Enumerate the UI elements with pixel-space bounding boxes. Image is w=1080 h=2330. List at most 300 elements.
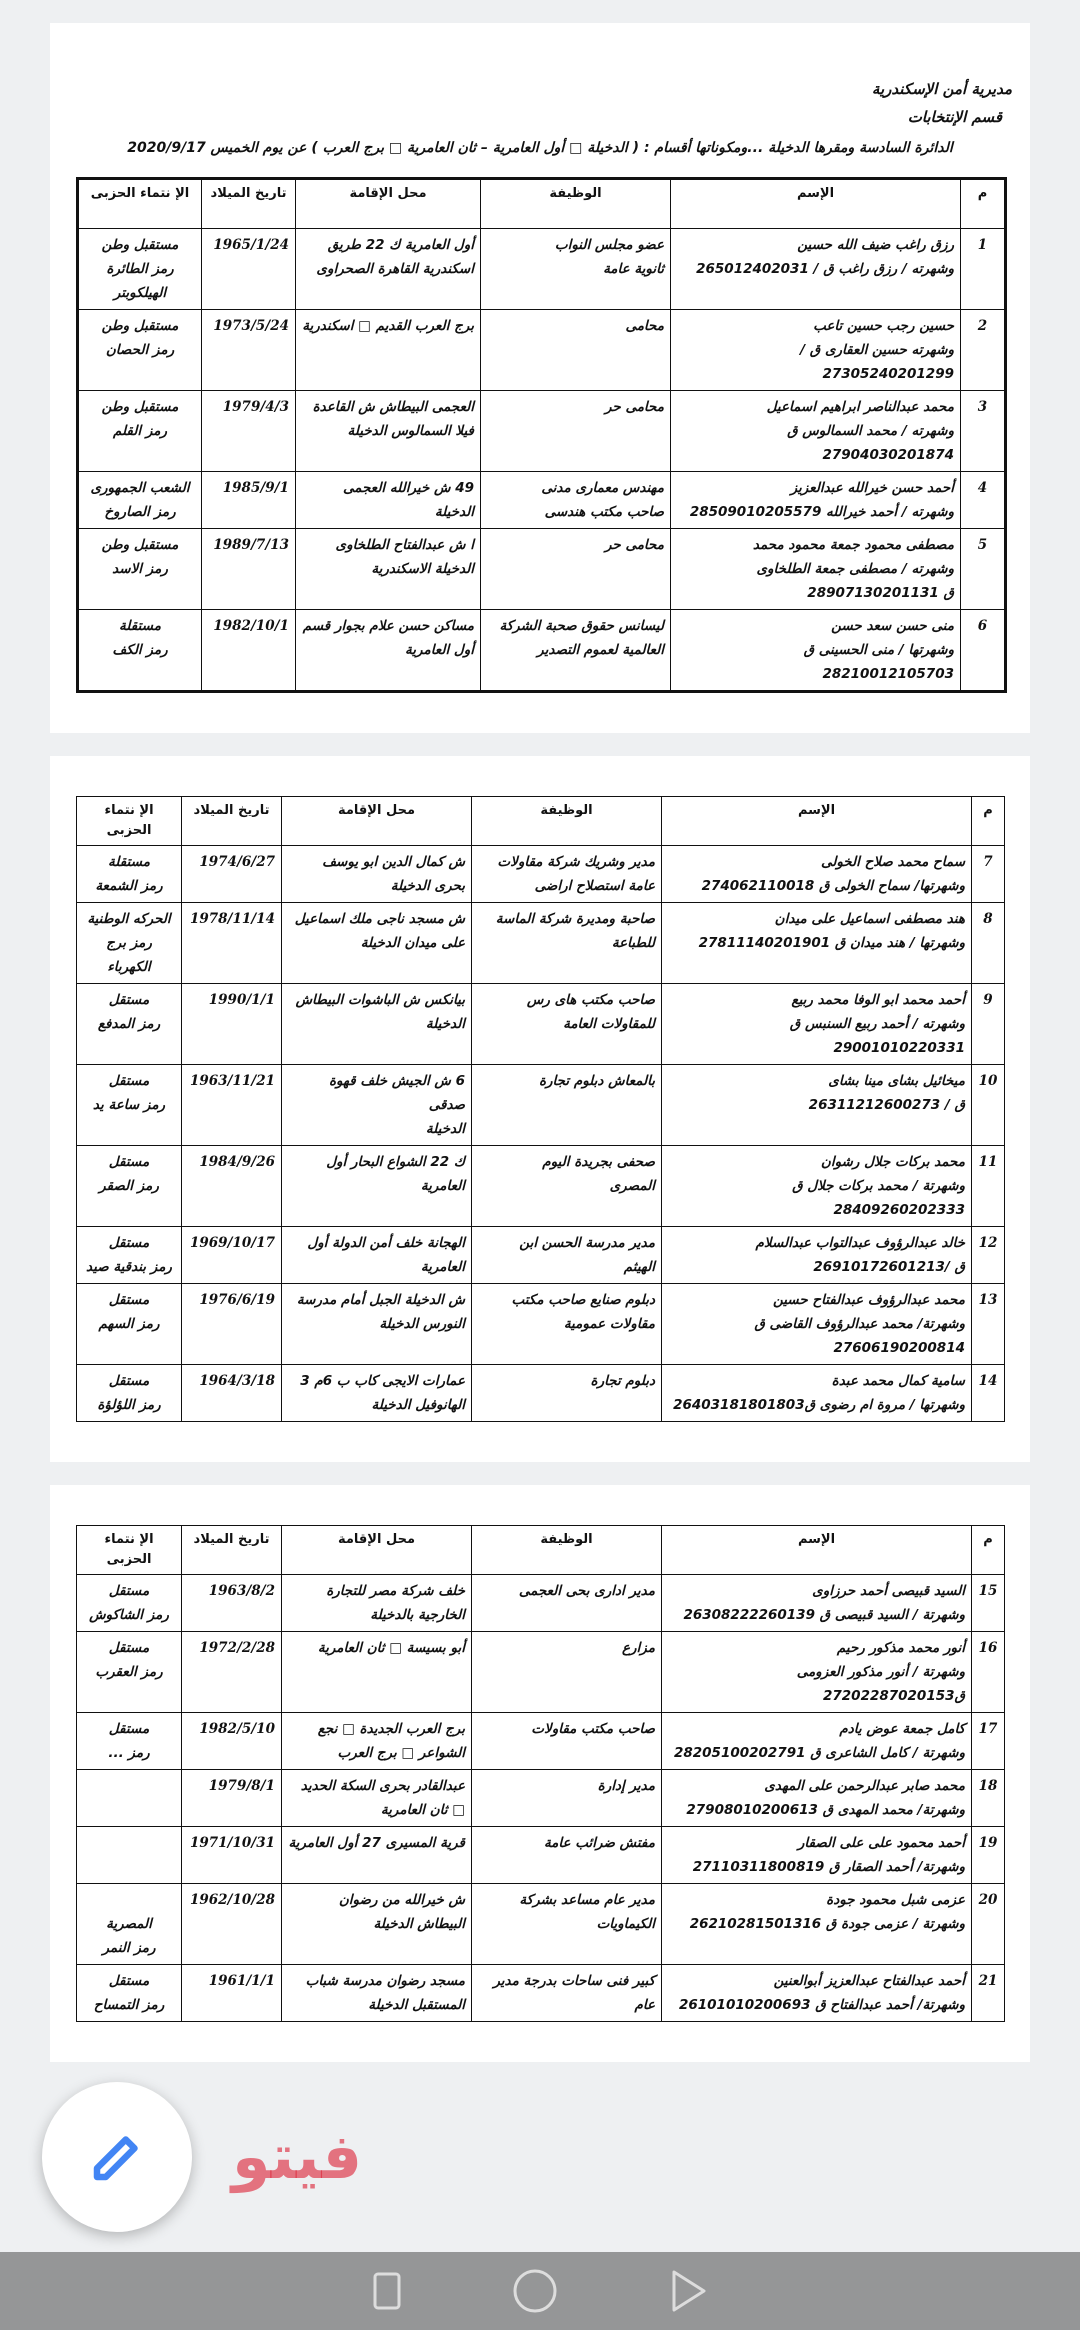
residence-cell-line: الدخيلة [425, 1016, 465, 1032]
party-cell [77, 1365, 182, 1422]
name-cell [662, 1146, 972, 1227]
name-cell-line: وشهرتة / أنور مذكور العزومى ق27202287020153 [796, 1664, 965, 1704]
column-header: تاريخ الميلاد [182, 1526, 282, 1575]
residence-cell [282, 846, 472, 903]
residence-cell-line: ا ش عبدالفتاح الطلخاوى [335, 537, 474, 553]
residence-cell-line: ش مسجد ناجى ملك اسماعيل [294, 911, 465, 927]
document-page-1 [50, 23, 1030, 733]
residence-cell-line: عمارات الايجى كاب ب 6م 3 [300, 1373, 465, 1389]
table-row [78, 610, 1006, 692]
birth-date-cell: 1965/1/24 [202, 229, 296, 310]
party-cell [78, 310, 202, 391]
job-cell-line: مزارع [621, 1640, 655, 1656]
residence-cell-line: 6 ش الجيش خلف قهوة صدقى [328, 1073, 465, 1113]
row-number: 13 [972, 1284, 1005, 1365]
residence-cell [282, 903, 472, 984]
name-cell-line: وشهرتها / مروة ام رضوى ق26403181801803 [673, 1397, 965, 1413]
party-cell-line: رمز السهم [98, 1316, 160, 1332]
party-cell-line: مستقبل وطن [101, 399, 179, 415]
residence-cell-line: النورس الدخيلة [379, 1316, 465, 1332]
residence-cell [282, 1965, 472, 2022]
name-cell [662, 1365, 972, 1422]
party-cell-line: مستقل [108, 1154, 150, 1170]
residence-cell-line: مساكن حسن علام بجوار قسم [302, 618, 474, 634]
row-number: 18 [972, 1770, 1005, 1827]
table-row [77, 1770, 1005, 1827]
row-number: 1 [961, 229, 1006, 310]
column-header: الإسم [662, 797, 972, 846]
table-row [77, 1575, 1005, 1632]
job-cell-line: محامى [625, 318, 664, 334]
residence-cell [296, 391, 481, 472]
birth-date-cell: 1972/2/28 [182, 1632, 282, 1713]
row-number: 19 [972, 1827, 1005, 1884]
party-cell [77, 846, 182, 903]
column-header: الإسم [671, 179, 961, 229]
party-cell-line: رمز برج الكهرباء [106, 935, 152, 975]
job-cell-line: مقاولات عمومية [563, 1316, 655, 1332]
column-header: الوظيفة [472, 1526, 662, 1575]
name-cell-line: عزمى شبل محمود جودة [826, 1892, 965, 1908]
residence-cell-line: الشواعر □ برج العرب [337, 1745, 465, 1761]
name-cell-line: أحمد محمد ابو الوفا محمد ربيع [791, 992, 965, 1008]
name-cell-line: وشهرتها/ سماح الخولى ق 274062110018 [701, 878, 965, 894]
job-cell-line: دبلوم تجارة [590, 1373, 655, 1389]
job-cell-line: صاحب مكتب مقاولات [531, 1721, 655, 1737]
party-cell-line: مستقل [108, 1292, 150, 1308]
table-row [77, 1284, 1005, 1365]
candidates-table [76, 796, 1005, 1422]
name-cell-line: مصطفى محمود جمعة محمود محمد [752, 537, 954, 553]
party-cell-line: رمز ساعة يد [92, 1097, 166, 1113]
job-cell-line: العالمية لعموم التصدير [537, 642, 664, 658]
row-number: 20 [972, 1884, 1005, 1965]
party-cell-line: مستقل [108, 1721, 150, 1737]
job-cell [472, 1884, 662, 1965]
job-cell-line: بالمعاش دبلوم تجارة [538, 1073, 655, 1089]
system-nav-bar [0, 2252, 1080, 2330]
job-cell-line: كبير فنى ساحات بدرجة مدير [493, 1973, 655, 1989]
job-cell-line: مهندس معمارى مدنى [541, 480, 664, 496]
birth-date-cell: 1971/10/31 [182, 1827, 282, 1884]
birth-date-cell: 1962/10/28 [182, 1884, 282, 1965]
job-cell [472, 1365, 662, 1422]
residence-cell-line: برج العرب الجديدة □ نجع [317, 1721, 465, 1737]
job-cell-line: محامى حر [604, 399, 664, 415]
party-cell [77, 1575, 182, 1632]
residence-cell-line: الدخيلة الاسكندرية [371, 561, 474, 577]
party-cell [77, 1713, 182, 1770]
row-number: 10 [972, 1065, 1005, 1146]
name-cell-line: وشهرتة / عزمى جودة ق 26210281501316 [689, 1916, 965, 1932]
residence-cell [296, 529, 481, 610]
party-cell-line: مستقل [108, 1373, 150, 1389]
party-cell-line: مستقبل وطن [101, 537, 179, 553]
birth-date-cell: 1974/6/27 [182, 846, 282, 903]
column-header: م [961, 179, 1006, 229]
party-cell-line: المصرية [106, 1916, 152, 1932]
column-header: محل الإقامة [282, 1526, 472, 1575]
name-cell [662, 1227, 972, 1284]
party-cell-line: رمز الشمعة [95, 878, 163, 894]
residence-cell [282, 1365, 472, 1422]
name-cell [662, 1575, 972, 1632]
row-number: 17 [972, 1713, 1005, 1770]
name-cell-line: وشهرتة/ أحمد عبدالفتاح ق 26101010200693 [678, 1997, 965, 2013]
party-cell-line: مستقل [108, 992, 150, 1008]
birth-date-cell: 1979/8/1 [182, 1770, 282, 1827]
party-cell-line [83, 1774, 175, 1798]
job-cell-line: صاحبة ومديرة شركة الماسة [495, 911, 655, 927]
residence-cell-line: بيانكس ش الباشوات البيطاش [295, 992, 465, 1008]
name-cell [662, 984, 972, 1065]
row-number: 9 [972, 984, 1005, 1065]
org-title: مديرية أمن الإسكندرية [871, 80, 1012, 98]
party-cell-line: رمز الكف [112, 642, 168, 658]
job-cell-line: الكيماويات [596, 1916, 655, 1932]
residence-cell [296, 472, 481, 529]
name-cell-line: سامية كمال محمد عبدة [831, 1373, 965, 1389]
birth-date-cell: 1982/5/10 [182, 1713, 282, 1770]
party-cell-line: مستقل [108, 1235, 150, 1251]
watermark-logo [232, 2117, 362, 2197]
job-cell-line: الهيثم [623, 1259, 655, 1275]
name-cell-line: منى حسن سعد حسن [831, 618, 954, 634]
job-cell-line: عام [634, 1997, 655, 2013]
name-cell-line: وشهرتة/ أحمد الصقار ق 27110311800819 [692, 1859, 965, 1875]
party-cell-line [83, 1888, 175, 1912]
table-row [78, 229, 1006, 310]
job-cell-line: دبلوم صنايع صاحب مكتب [511, 1292, 655, 1308]
residence-cell [282, 1827, 472, 1884]
party-cell-line: مستقل [108, 1073, 150, 1089]
column-header: تاريخ الميلاد [202, 179, 296, 229]
party-cell [77, 1965, 182, 2022]
party-cell-line: الحركه الوطنية [87, 911, 171, 927]
residence-cell-line: ك 22 الشواع البحار أول [326, 1154, 465, 1170]
name-cell-line: محمد عبدالناصر ابراهيم اسماعيل [766, 399, 954, 415]
name-cell [671, 310, 961, 391]
party-cell-line: مستقلة [119, 618, 161, 634]
table-row [78, 391, 1006, 472]
name-cell-line: وشهرتة / السيد قبيصى ق 26308222260139 [683, 1607, 965, 1623]
table-row [77, 984, 1005, 1065]
residence-cell-line: الخارجية بالدخيلة [370, 1607, 465, 1623]
name-cell-line: وشهرتها / منى الحسينى ق 28210012105703 [803, 642, 954, 682]
job-cell [481, 472, 671, 529]
birth-date-cell: 1969/10/17 [182, 1227, 282, 1284]
party-cell-line: رمز المدفع [97, 1016, 161, 1032]
birth-date-cell: 1978/11/14 [182, 903, 282, 984]
document-page-3 [50, 1485, 1030, 2062]
residence-cell [296, 610, 481, 692]
row-number: 16 [972, 1632, 1005, 1713]
job-cell-line: للطباعة [611, 935, 655, 951]
row-number: 2 [961, 310, 1006, 391]
party-cell-line: رمز الشاكوش [89, 1607, 169, 1623]
residence-cell-line: فيلا السمالوس الدخيلة [347, 423, 474, 439]
table-header-row [77, 797, 1005, 846]
party-cell-line: رمز العقرب [95, 1664, 163, 1680]
name-cell [662, 1884, 972, 1965]
residence-cell [282, 1575, 472, 1632]
party-cell [77, 1227, 182, 1284]
table-container [50, 756, 1030, 1422]
name-cell [662, 903, 972, 984]
residence-cell-line: البيطاش الدخيلة [373, 1916, 465, 1932]
party-cell [77, 1632, 182, 1713]
row-number: 3 [961, 391, 1006, 472]
party-cell [77, 1827, 182, 1884]
column-header: الإسم [662, 1526, 972, 1575]
table-row [77, 1146, 1005, 1227]
residence-cell [282, 1065, 472, 1146]
job-cell-line: مدير إدارة [597, 1778, 655, 1794]
residence-cell-line: ش خيرالله من رضوان [338, 1892, 465, 1908]
recents-icon[interactable] [372, 2271, 402, 2311]
residence-cell-line: أول العامرية [405, 642, 474, 658]
job-cell [472, 846, 662, 903]
birth-date-cell: 1963/11/21 [182, 1065, 282, 1146]
table-row [77, 1365, 1005, 1422]
job-cell-line: عضو مجلس النواب [554, 237, 664, 253]
table-row [77, 1827, 1005, 1884]
name-cell-line: أحمد حسن خيرالله عبدالعزيز [790, 480, 954, 496]
name-cell [662, 1770, 972, 1827]
job-cell [472, 1632, 662, 1713]
job-cell [472, 984, 662, 1065]
residence-cell-line: العجمى البيطاش ش القاعدة [312, 399, 474, 415]
residence-cell-line: الهجانة خلف أمن الدولة أول [307, 1235, 465, 1251]
pencil-icon [87, 2127, 147, 2187]
party-cell-line: رمز الاسد [112, 561, 168, 577]
name-cell-line: محمد صابر عبدالرحمن على المهدى [764, 1778, 965, 1794]
name-cell [662, 1284, 972, 1365]
column-header: الوظيفة [481, 179, 671, 229]
row-number: 14 [972, 1365, 1005, 1422]
column-header: م [972, 1526, 1005, 1575]
job-cell [472, 1965, 662, 2022]
name-cell-line: سماح محمد صلاح الخولى [820, 854, 965, 870]
birth-date-cell: 1982/10/1 [202, 610, 296, 692]
party-cell [77, 903, 182, 984]
job-cell [472, 1146, 662, 1227]
party-cell-line: رمز الطائرة الهيلكوبتر [106, 261, 174, 301]
job-cell [472, 1065, 662, 1146]
column-header: الإ نتماء الحزبى [78, 179, 202, 229]
table-header-row [77, 1526, 1005, 1575]
birth-date-cell: 1989/7/13 [202, 529, 296, 610]
name-cell-line: أحمد عبدالفتاح عبدالعزيز أبوالعنين [773, 1973, 965, 1989]
residence-cell-line: ش كمال الدين ابو يوسف [322, 854, 465, 870]
name-cell [662, 1632, 972, 1713]
name-cell-line: ق 28907130201131 [807, 585, 954, 601]
party-cell-line: رمز القلم [112, 423, 168, 439]
name-cell-line: وشهرته / أحمد خيرالله 28509010205579 [689, 504, 954, 520]
name-cell-line: وشهرته / أحمد ربيع السنبس ق 29001010220331 [789, 1016, 965, 1056]
party-cell-line: رمز النمر [102, 1940, 156, 1956]
birth-date-cell: 1961/1/1 [182, 1965, 282, 2022]
residence-cell-line: ش الدخيلة الجبل أمام مدرسة [296, 1292, 465, 1308]
edit-fab-button[interactable] [42, 2082, 192, 2232]
table-row [78, 472, 1006, 529]
residence-cell-line: برج العرب القديم □ اسكندرية [302, 318, 474, 334]
name-cell [662, 1065, 972, 1146]
row-number: 4 [961, 472, 1006, 529]
name-cell [671, 391, 961, 472]
job-cell-line: مدير مدرسة الحسن ابن [519, 1235, 655, 1251]
job-cell [481, 229, 671, 310]
party-cell-line: مستقبل وطن [101, 318, 179, 334]
residence-cell [282, 1884, 472, 1965]
job-cell [472, 903, 662, 984]
name-cell [662, 1827, 972, 1884]
row-number: 12 [972, 1227, 1005, 1284]
party-cell-line: مستقبل وطن [101, 237, 179, 253]
job-cell-line: صحفى بجريدة اليوم [542, 1154, 655, 1170]
party-cell-line: رمز الحصان [105, 342, 175, 358]
job-cell-line: مدير ادارى بحى العجمى [518, 1583, 655, 1599]
residence-cell [282, 1146, 472, 1227]
column-header: الإ نتماء الحزبى [77, 1526, 182, 1575]
birth-date-cell: 1990/1/1 [182, 984, 282, 1065]
job-cell-line: المصرى [609, 1178, 655, 1194]
job-cell-line: عامة استصلاح اراضى [534, 878, 655, 894]
birth-date-cell: 1973/5/24 [202, 310, 296, 391]
name-cell-line: وشهرته / محمد السمالوس ق 27904030201874 [787, 423, 954, 463]
column-header: الإ نتماء الحزبى [77, 797, 182, 846]
party-cell-line: رمز الصقر [99, 1178, 159, 1194]
name-cell [662, 1965, 972, 2022]
table-row [77, 1713, 1005, 1770]
party-cell-line: رمز اللؤلؤة [97, 1397, 161, 1413]
job-cell [481, 391, 671, 472]
column-header: تاريخ الميلاد [182, 797, 282, 846]
name-cell-line: كامل جمعة عوض يادم [839, 1721, 965, 1737]
name-cell-line: وشهرتة/ محمد عبدالرؤوف القاضى ق 27606190200814 [754, 1316, 965, 1356]
name-cell-line: ق /26910172601213 [813, 1259, 965, 1275]
name-cell [662, 846, 972, 903]
back-icon[interactable] [668, 2268, 708, 2314]
section-title: قسم الإنتخابات [907, 108, 1002, 126]
name-cell-line: وشهرته / رزق راغب ق / 265012402031 [696, 261, 954, 277]
row-number: 6 [961, 610, 1006, 692]
residence-cell [296, 310, 481, 391]
party-cell [77, 1146, 182, 1227]
job-cell [481, 310, 671, 391]
table-row [77, 1065, 1005, 1146]
overlay-area [42, 2082, 1030, 2232]
job-cell [481, 610, 671, 692]
residence-cell [282, 1284, 472, 1365]
name-cell-line: وشهرتة / محمد بركات جلال ق 28409260202333 [792, 1178, 965, 1218]
name-cell-line: ق / 26311212600273 [808, 1097, 965, 1113]
job-cell-line: صاحب مكتب هندسى [544, 504, 664, 520]
residence-cell-line: خلف شركة مصر للتجارة [326, 1583, 465, 1599]
column-header: محل الإقامة [282, 797, 472, 846]
residence-cell [296, 229, 481, 310]
watermark-text: فيتو [232, 2120, 363, 2193]
job-cell-line: ثانوية عامة [603, 261, 664, 277]
job-cell-line: للمقاولات العامة [563, 1016, 655, 1032]
table-row [77, 1632, 1005, 1713]
name-cell-line: وشهرته / مصطفى جمعة الطلخاوى [756, 561, 954, 577]
residence-cell-line: أول العامرية ك 22 طريق [327, 237, 474, 253]
party-cell-line: مستقل [108, 1640, 150, 1656]
table-container [50, 159, 1030, 693]
residence-cell [282, 1227, 472, 1284]
residence-cell [282, 984, 472, 1065]
party-cell-line: مستقلة [108, 854, 150, 870]
name-cell [671, 529, 961, 610]
job-cell-line: مدير وشريك شركة مقاولات [497, 854, 655, 870]
job-cell [472, 1227, 662, 1284]
name-cell [671, 610, 961, 692]
table-row [78, 529, 1006, 610]
party-cell-line: مستقل [108, 1583, 150, 1599]
job-cell-line: مفتش ضرائب عامة [543, 1835, 655, 1851]
table-header-row [78, 179, 1006, 229]
residence-cell-line: الهانوفيل الدخيلة [371, 1397, 465, 1413]
name-cell-line: هند مصطفى اسماعيل على ميدان [774, 911, 965, 927]
party-cell [78, 529, 202, 610]
residence-cell-line: الدخيلة [425, 1121, 465, 1137]
residence-cell-line: مسجد رضوان مدرسة شباب [305, 1973, 465, 1989]
job-cell [481, 529, 671, 610]
party-cell-line: رمز ... [108, 1745, 150, 1761]
party-cell-line: رمز بندقية صيد [86, 1259, 172, 1275]
birth-date-cell: 1985/9/1 [202, 472, 296, 529]
name-cell-line: ميخائيل بشاى مينا بشاى [828, 1073, 965, 1089]
name-cell-line: وشهرتة / كامل الشاعرى ق 28205100202791 [673, 1745, 965, 1761]
job-cell-line: محامى حر [604, 537, 664, 553]
name-cell-line: محمد عبدالرؤوف عبدالفتاح حسين [772, 1292, 965, 1308]
residence-cell-line: عبدالقادر بحرى السكة الحديد [300, 1778, 465, 1794]
party-cell [77, 1284, 182, 1365]
birth-date-cell: 1964/3/18 [182, 1365, 282, 1422]
candidates-table [76, 177, 1007, 693]
name-cell-line: محمد بركات جلال رشوان [820, 1154, 965, 1170]
name-cell-line: رزق راغب ضيف الله حسين [797, 237, 954, 253]
job-cell-line: مدير عام مساعد بشركة [519, 1892, 655, 1908]
table-row [77, 846, 1005, 903]
name-cell-line: السيد قبيصى أحمد حرزاوى [812, 1583, 965, 1599]
residence-cell [282, 1632, 472, 1713]
residence-cell-line: 49 ش خيرالله العجمى [343, 480, 474, 496]
job-cell-line: صاحب مكتب هاى رس [526, 992, 655, 1008]
birth-date-cell: 1979/4/3 [202, 391, 296, 472]
job-cell [472, 1827, 662, 1884]
residence-cell-line: العامرية [420, 1259, 465, 1275]
table-container [50, 1485, 1030, 2022]
home-icon[interactable] [512, 2268, 558, 2314]
table-row [77, 903, 1005, 984]
birth-date-cell: 1963/8/2 [182, 1575, 282, 1632]
residence-cell [282, 1713, 472, 1770]
table-row [78, 310, 1006, 391]
column-header: محل الإقامة [296, 179, 481, 229]
residence-cell-line: الدخيلة [434, 504, 474, 520]
party-cell-line [83, 1855, 175, 1879]
residence-cell [282, 1770, 472, 1827]
name-cell [662, 1713, 972, 1770]
candidates-table [76, 1525, 1005, 2022]
party-cell [77, 1770, 182, 1827]
party-cell [77, 1065, 182, 1146]
row-number: 5 [961, 529, 1006, 610]
party-cell-line: الشعب الجمهورى [90, 480, 190, 496]
party-cell-line [83, 1831, 175, 1855]
